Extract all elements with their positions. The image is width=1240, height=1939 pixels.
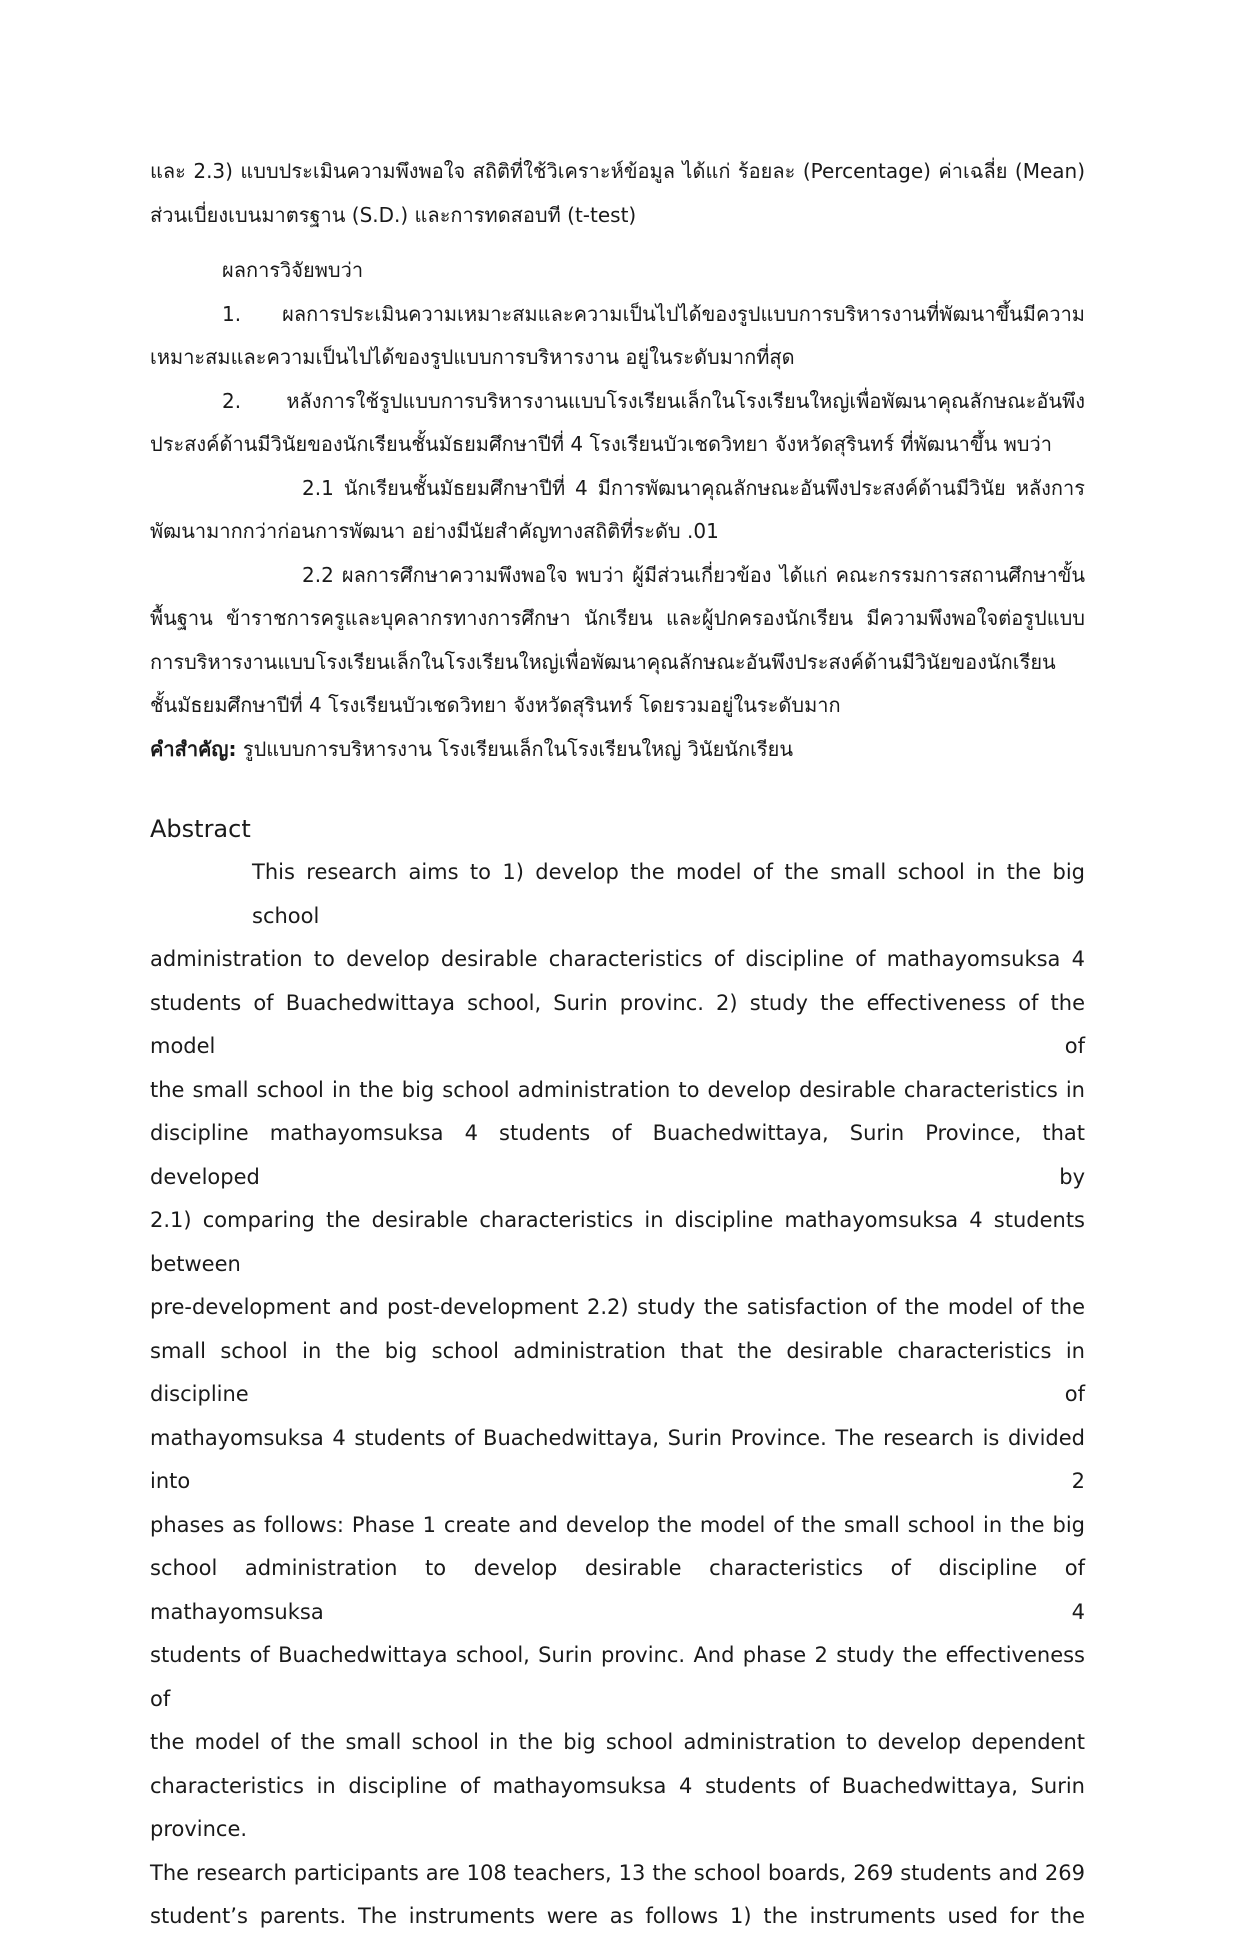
- text-line: และ 2.3) แบบประเมินความพึงพอใจ สถิติที่ใช้วิเคราะห์ข้อมูล ได้แก่ ร้อยละ (Percentage) ค่าเฉลี่ย (Mean): [150, 159, 1085, 183]
- text-line: 1. ผลการประเมินความเหมาะสมและความเป็นไปได้ของรูปแบบการบริหารงานที่พัฒนาขึ้นมีความ: [222, 301, 1085, 326]
- text-line: 2.2 ผลการศึกษาความพึงพอใจ พบว่า ผู้มีส่วนเกี่ยวข้อง ได้แก่ คณะกรรมการสถานศึกษาขั้น: [302, 562, 1085, 587]
- text-line: เหมาะสมและความเป็นไปได้ของรูปแบบการบริหารงาน อยู่ในระดับมากที่สุด: [150, 345, 795, 369]
- text-line: พัฒนามากกว่าก่อนการพัฒนา อย่างมีนัยสำคัญทางสถิติที่ระดับ .01: [150, 519, 719, 543]
- thai-intro-paragraph: [150, 150, 1085, 237]
- text-line: school administration to develop desirable characteristics of discipline of mathayomsuksa 4: [150, 1556, 1085, 1624]
- text-line: This research aims to 1) develop the model of the small school in the big school: [252, 860, 1085, 928]
- finding-2-2-paragraph: [150, 554, 1085, 728]
- abstract-heading: Abstract: [150, 815, 251, 843]
- text-line: mathayomsuksa 4 students of Buachedwittaya, Surin Province. The research is divided into 2: [150, 1425, 1085, 1493]
- keywords-label: คำสำคัญ:: [150, 736, 237, 761]
- text-line: the model of the small school in the big school administration to develop dependent: [150, 1730, 1085, 1754]
- english-abstract-paragraph: [150, 851, 1085, 1939]
- text-line: 2. หลังการใช้รูปแบบการบริหารงานแบบโรงเรียนเล็กในโรงเรียนใหญ่เพื่อพัฒนาคุณลักษณะอันพึง: [222, 388, 1085, 413]
- text-line: 2.1 นักเรียนชั้นมัธยมศึกษาปีที่ 4 มีการพัฒนาคุณลักษณะอันพึงประสงค์ด้านมีวินัย หลังการ: [302, 475, 1085, 500]
- finding-2-paragraph: [150, 380, 1085, 467]
- text-line: characteristics in discipline of mathayomsuksa 4 students of Buachedwittaya, Surin province.: [150, 1773, 1085, 1841]
- findings-heading: ผลการวิจัยพบว่า: [222, 258, 364, 282]
- text-line: student’s parents. The instruments were as follows 1) the instruments used for the: [150, 1904, 1085, 1928]
- text-line: ส่วนเบี่ยงเบนมาตรฐาน (S.D.) และการทดสอบที (t-test): [150, 202, 637, 227]
- text-line: students of Buachedwittaya school, Surin provinc. And phase 2 study the effectiveness of: [150, 1643, 1085, 1711]
- text-line: phases as follows: Phase 1 create and develop the model of the small school in the big: [150, 1512, 1085, 1537]
- text-line: พื้นฐาน ข้าราชการครูและบุคลากรทางการศึกษา นักเรียน และผู้ปกครองนักเรียน มีความพึงพอใจต่อรูปแบบ: [150, 606, 1085, 630]
- text-line: the small school in the big school administration to develop desirable characteristics in: [150, 1077, 1085, 1102]
- text-line: small school in the big school administration that the desirable characteristics in discipline of: [150, 1338, 1085, 1406]
- keywords-text: รูปแบบการบริหารงาน โรงเรียนเล็กในโรงเรียนใหญ่ วินัยนักเรียน: [236, 736, 794, 761]
- text-line: students of Buachedwittaya school, Surin provinc. 2) study the effectiveness of the model of: [150, 990, 1085, 1058]
- text-line: pre-development and post-development 2.2) study the satisfaction of the model of the: [150, 1295, 1085, 1319]
- text-line: The research participants are 108 teachers, 13 the school boards, 269 students and 269: [150, 1860, 1085, 1885]
- text-line: administration to develop desirable characteristics of discipline of mathayomsuksa 4: [150, 947, 1085, 971]
- keywords-line: [150, 728, 1085, 772]
- text-line: discipline mathayomsuksa 4 students of Buachedwittaya, Surin Province, that developed by: [150, 1121, 1085, 1189]
- text-line: ชั้นมัธยมศึกษาปีที่ 4 โรงเรียนบัวเชดวิทยา จังหวัดสุรินทร์ โดยรวมอยู่ในระดับมาก: [150, 693, 841, 717]
- finding-2-1-paragraph: [150, 467, 1085, 554]
- text-line: การบริหารงานแบบโรงเรียนเล็กในโรงเรียนใหญ่เพื่อพัฒนาคุณลักษณะอันพึงประสงค์ด้านมีวินัยของนักเรียน: [150, 649, 1056, 674]
- finding-1-paragraph: [150, 293, 1085, 380]
- text-line: 2.1) comparing the desirable characteristics in discipline mathayomsuksa 4 students between: [150, 1208, 1085, 1276]
- document-page: [150, 150, 1085, 1939]
- text-line: ประสงค์ด้านมีวินัยของนักเรียนชั้นมัธยมศึกษาปีที่ 4 โรงเรียนบัวเชดวิทยา จังหวัดสุรินทร์ ที่พัฒนาขึ้น พบว่า: [150, 432, 1052, 456]
